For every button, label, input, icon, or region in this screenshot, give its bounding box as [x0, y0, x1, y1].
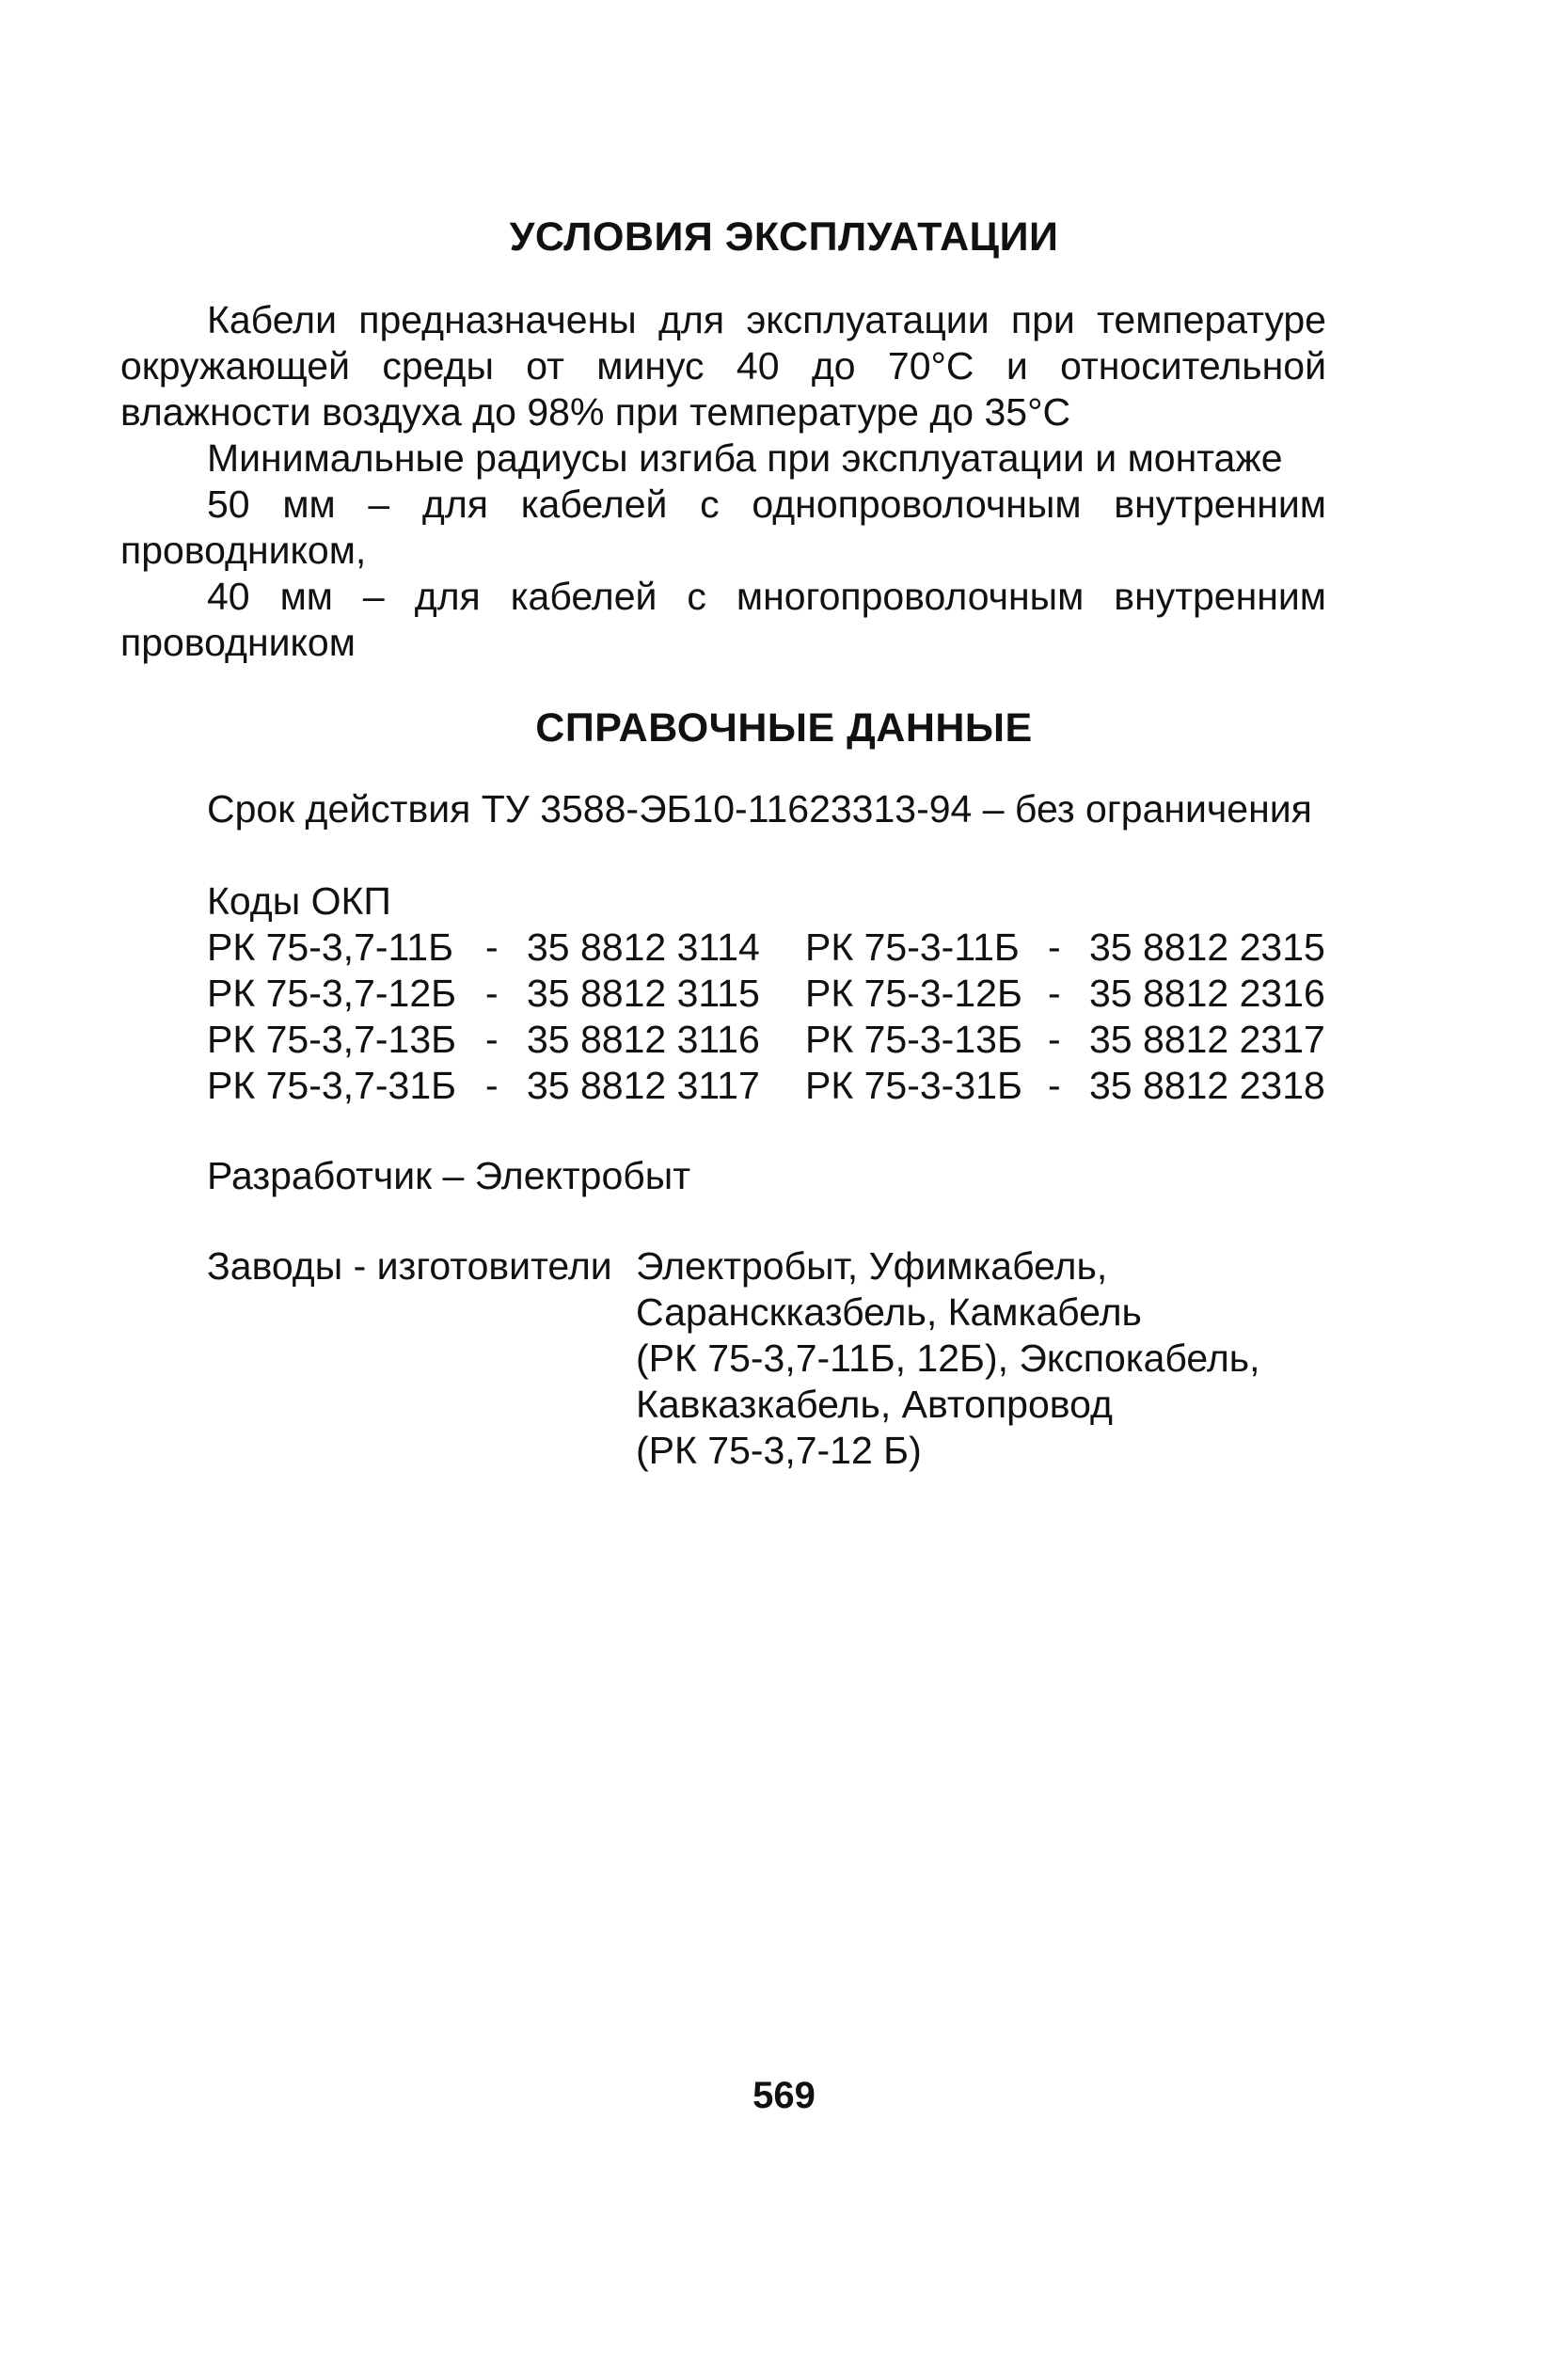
table-row: [207, 971, 1325, 1017]
paragraph-temperature: Кабели предназначены для эксплуатации при температуре окружающей среды от минус 40 до 70°С и относительной влажности воздуха до 98% при температуре до 35°С: [120, 298, 1326, 434]
cable-name: РК 75-3,7-31Б: [207, 1064, 457, 1107]
paragraph-validity: Срок действия ТУ 3588-ЭБ10-11623313-94 – без ограничения: [207, 787, 1312, 830]
okp-code: 35 8812 2318: [1089, 1064, 1325, 1107]
okp-code: 35 8812 2317: [1089, 1018, 1325, 1061]
table-row: [207, 1063, 1325, 1109]
cable-name: РК 75-3-13Б: [805, 1018, 1022, 1061]
okp-codes-label: Коды ОКП: [207, 879, 391, 923]
paragraph-bend-radius: Минимальные радиусы изгиба при эксплуатации и монтаже: [207, 436, 1283, 480]
okp-code: 35 8812 2315: [1089, 925, 1325, 969]
cable-name: РК 75-3-11Б: [805, 925, 1020, 969]
cable-name: РК 75-3,7-12Б: [207, 972, 457, 1015]
developer-line: Разработчик – Электробыт: [207, 1154, 691, 1197]
okp-code: 35 8812 3117: [527, 1064, 760, 1107]
separator: -: [485, 1018, 499, 1061]
manufacturers-line: (РК 75-3,7-12 Б): [636, 1429, 922, 1472]
separator: -: [485, 972, 499, 1015]
separator: -: [1048, 972, 1061, 1015]
cable-name: РК 75-3,7-11Б: [207, 925, 453, 969]
okp-code: 35 8812 3116: [527, 1018, 760, 1061]
manufacturers-line: Электробыт, Уфимкабель,: [636, 1244, 1108, 1288]
okp-code: 35 8812 2316: [1089, 972, 1325, 1015]
page-number: 569: [752, 2075, 816, 2116]
separator: -: [485, 925, 499, 969]
separator: -: [485, 1064, 499, 1107]
paragraph-multi-wire: 40 мм – для кабелей с многопроволочным внутренним проводником: [120, 575, 1326, 664]
okp-code: 35 8812 3114: [527, 925, 760, 969]
manufacturers-label: Заводы - изготовители: [207, 1244, 612, 1288]
manufacturers-line: Кавказкабель, Автопровод: [636, 1383, 1113, 1426]
separator: -: [1048, 1064, 1061, 1107]
operating-conditions-text: [120, 297, 1326, 666]
separator: -: [1048, 1018, 1061, 1061]
paragraph-single-wire: 50 мм – для кабелей с однопроволочным внутренним проводником,: [120, 482, 1326, 572]
okp-codes-table: [207, 878, 1325, 1109]
table-row: [207, 925, 1325, 971]
section-title-reference-data: СПРАВОЧНЫЕ ДАННЫЕ: [535, 705, 1033, 751]
manufacturers-line: Саранскказбель, Камкабель: [636, 1290, 1142, 1334]
manufacturers-list: [636, 1243, 1260, 1474]
section-title-operating-conditions: УСЛОВИЯ ЭКСПЛУАТАЦИИ: [509, 214, 1059, 260]
validity-text: [120, 786, 1326, 832]
separator: -: [1048, 925, 1061, 969]
okp-code: 35 8812 3115: [527, 972, 760, 1015]
cable-name: РК 75-3-12Б: [805, 972, 1022, 1015]
cable-name: РК 75-3-31Б: [805, 1064, 1022, 1107]
table-row: [207, 1017, 1325, 1063]
cable-name: РК 75-3,7-13Б: [207, 1018, 457, 1061]
manufacturers-line: (РК 75-3,7-11Б, 12Б), Экспокабель,: [636, 1337, 1260, 1380]
